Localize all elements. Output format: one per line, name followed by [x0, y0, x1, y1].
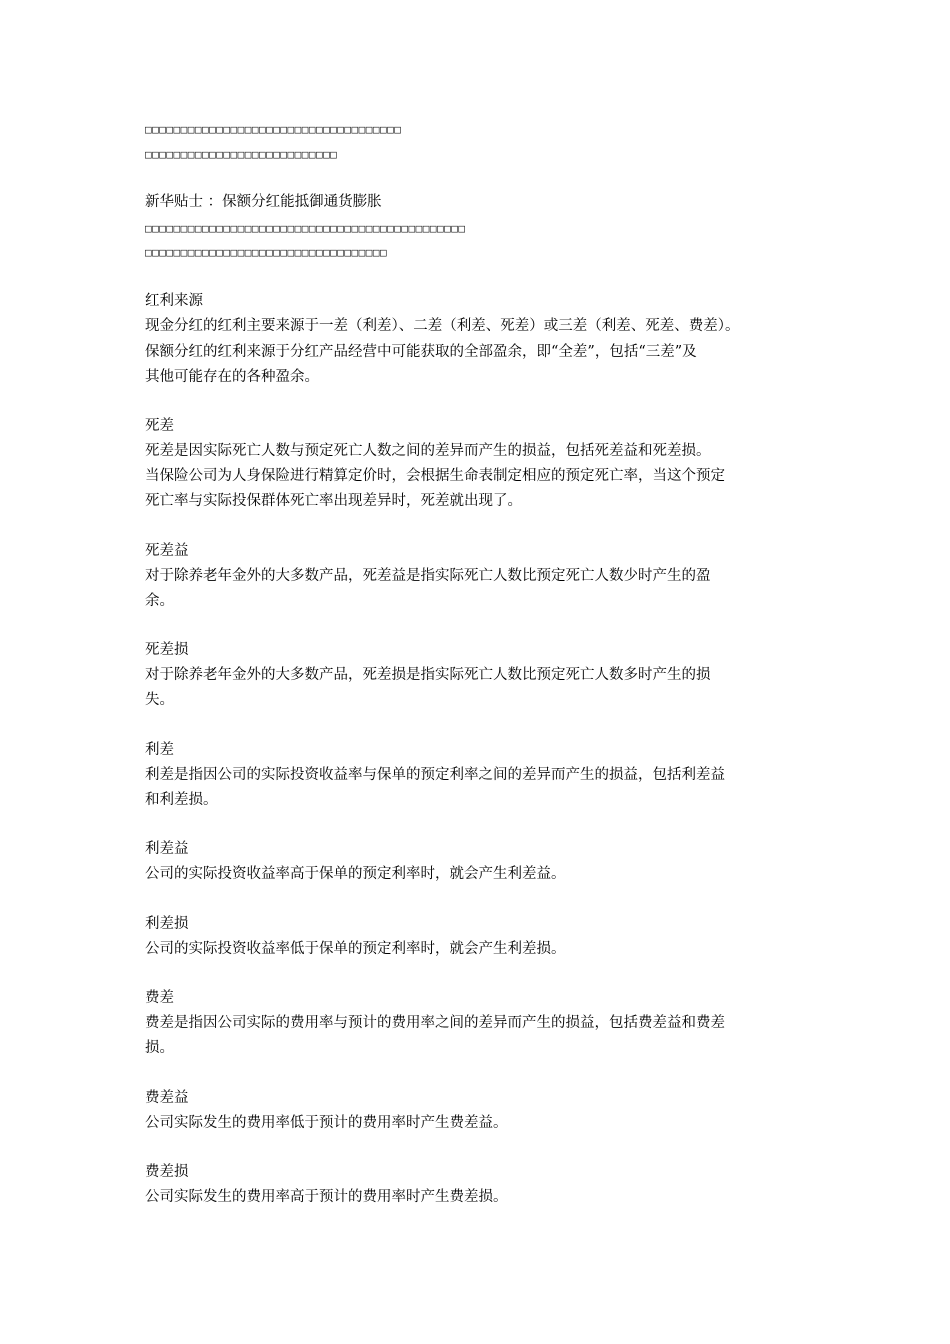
section-title-expense-loss: 费差损: [145, 1164, 189, 1180]
section-title-mortality: 死差: [145, 418, 174, 434]
section-title-expense-gain: 费差益: [145, 1090, 189, 1106]
tip-title: 新华贴士 ：保额分红能抵御通货膨胀: [145, 194, 382, 210]
paragraph-line: 公司实际发生的费用率高于预计的费用率时产生费差损。: [145, 1189, 508, 1205]
section-title-dividend-source: 红利来源: [145, 293, 203, 309]
paragraph-line: 对于除养老年金外的大多数产品，死差益是指实际死亡人数比预定死亡人数少时产生的盈: [145, 568, 711, 584]
paragraph-line: 死亡率与实际投保群体死亡率出现差异时，死差就出现了。: [145, 493, 522, 509]
section-title-mortality-loss: 死差损: [145, 642, 189, 658]
section-title-interest: 利差: [145, 742, 174, 758]
garbled-line: □□□□□□□□□□□□□□□□□□□□□□□□□□□□□□□□□□□□: [145, 123, 402, 136]
paragraph-line: 失。: [145, 692, 174, 708]
paragraph-line: 公司的实际投资收益率高于保单的预定利率时，就会产生利差益。: [145, 866, 566, 882]
paragraph-line: 公司实际发生的费用率低于预计的费用率时产生费差益。: [145, 1115, 508, 1131]
paragraph-line: 和利差损。: [145, 792, 218, 808]
paragraph-line: 费差是指因公司实际的费用率与预计的费用率之间的差异而产生的损益，包括费差益和费差: [145, 1015, 725, 1031]
section-title-expense: 费差: [145, 990, 174, 1006]
paragraph-line: 当保险公司为人身保险进行精算定价时，会根据生命表制定相应的预定死亡率，当这个预定: [145, 468, 725, 484]
paragraph-line: 保额分红的红利来源于分红产品经营中可能获取的全部盈余，即“全差”，包括“三差”及: [145, 344, 697, 360]
section-title-interest-gain: 利差益: [145, 841, 189, 857]
tip-garbled-line: □□□□□□□□□□□□□□□□□□□□□□□□□□□□□□□□□□□□□□□□□□□□□: [145, 222, 466, 235]
garbled-line: □□□□□□□□□□□□□□□□□□□□□□□□□□□: [145, 148, 338, 161]
paragraph-line: 现金分红的红利主要来源于一差（利差）、二差（利差、死差）或三差（利差、死差、费差）。: [145, 318, 740, 334]
section-title-interest-loss: 利差损: [145, 916, 189, 932]
paragraph-line: 损。: [145, 1040, 174, 1056]
paragraph-line: 死差是因实际死亡人数与预定死亡人数之间的差异而产生的损益，包括死差益和死差损。: [145, 443, 711, 459]
paragraph-line: 对于除养老年金外的大多数产品，死差损是指实际死亡人数比预定死亡人数多时产生的损: [145, 667, 711, 683]
paragraph-line: 余。: [145, 593, 174, 609]
paragraph-line: 其他可能存在的各种盈余。: [145, 369, 319, 385]
section-title-mortality-gain: 死差益: [145, 543, 189, 559]
paragraph-line: 公司的实际投资收益率低于保单的预定利率时，就会产生利差损。: [145, 941, 566, 957]
paragraph-line: 利差是指因公司的实际投资收益率与保单的预定利率之间的差异而产生的损益，包括利差益: [145, 767, 725, 783]
tip-garbled-line: □□□□□□□□□□□□□□□□□□□□□□□□□□□□□□□□□□: [145, 246, 388, 259]
